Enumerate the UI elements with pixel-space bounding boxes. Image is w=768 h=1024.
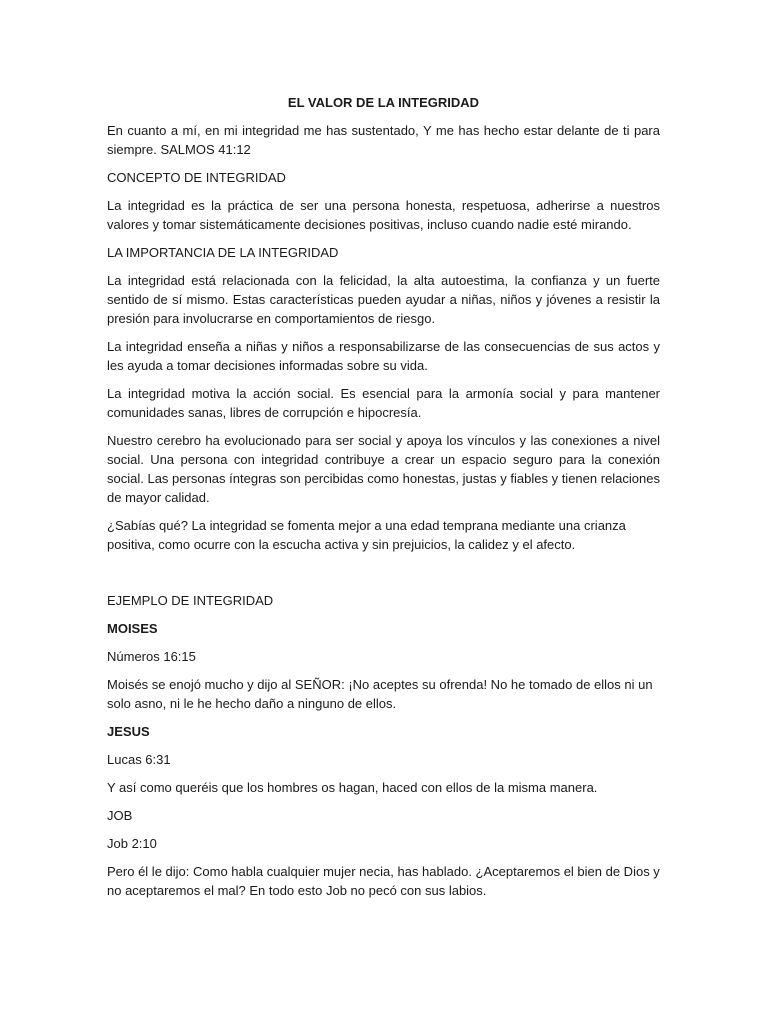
spacer (107, 563, 660, 591)
example-jesus-reference: Lucas 6:31 (107, 752, 171, 767)
importancia-paragraph-1: La integridad está relacionada con la felicidad, la alta autoestima, la confianza y un fuerte sentido de sí mismo. Estas características pueden ayudar a niñas, niños y jóvenes a resistir la presión para involucrarse en comportamientos de riesgo. (107, 273, 660, 326)
example-jesus-text: Y así como queréis que los hombres os hagan, haced con ellos de la misma manera. (107, 780, 598, 795)
example-job-text: Pero él le dijo: Como habla cualquier mujer necia, has hablado. ¿Aceptaremos el bien de Dios y no aceptaremos el mal? En todo esto Job no pecó con sus labios. (107, 864, 660, 898)
heading-concepto: CONCEPTO DE INTEGRIDAD (107, 170, 286, 185)
example-job-reference: Job 2:10 (107, 836, 157, 851)
heading-ejemplo: EJEMPLO DE INTEGRIDAD (107, 593, 274, 608)
document-page (107, 93, 660, 909)
example-moises-text: Moisés se enojó mucho y dijo al SEÑOR: ¡No aceptes su ofrenda! No he tomado de ellos ni un solo asno, ni le he hecho daño a ninguno de ellos. (107, 677, 653, 711)
importancia-paragraph-3: La integridad motiva la acción social. Es esencial para la armonía social y para mantener comunidades sanas, libres de corrupción e hipocresía. (107, 386, 660, 420)
heading-importancia: LA IMPORTANCIA DE LA INTEGRIDAD (107, 245, 339, 260)
concepto-paragraph: La integridad es la práctica de ser una persona honesta, respetuosa, adherirse a nuestros valores y tomar sistemáticamente decisiones positivas, incluso cuando nadie esté mirando. (107, 198, 660, 232)
intro-verse: En cuanto a mí, en mi integridad me has sustentado, Y me has hecho estar delante de ti para siempre. SALMOS 41:12 (107, 123, 660, 157)
example-moises-reference: Números 16:15 (107, 649, 196, 664)
importancia-paragraph-2: La integridad enseña a niñas y niños a responsabilizarse de las consecuencias de sus actos y les ayuda a tomar decisiones informadas sobre su vida. (107, 339, 660, 373)
document-title: EL VALOR DE LA INTEGRIDAD (287, 95, 480, 110)
example-job-name: JOB (107, 808, 133, 823)
sabias-que-paragraph: ¿Sabías qué? La integridad se fomenta mejor a una edad temprana mediante una crianza positiva, como ocurre con la escucha activa y sin prejuicios, la calidez y el afecto. (107, 518, 626, 552)
example-moises-name: MOISES (107, 621, 158, 636)
importancia-paragraph-4: Nuestro cerebro ha evolucionado para ser social y apoya los vínculos y las conexiones a nivel social. Una persona con integridad contribuye a crear un espacio seguro para la conexión social. Las personas íntegras son percibidas como honestas, justas y fiables y tienen relaciones de mayor calidad. (107, 433, 660, 505)
example-jesus-name: JESUS (107, 724, 150, 739)
